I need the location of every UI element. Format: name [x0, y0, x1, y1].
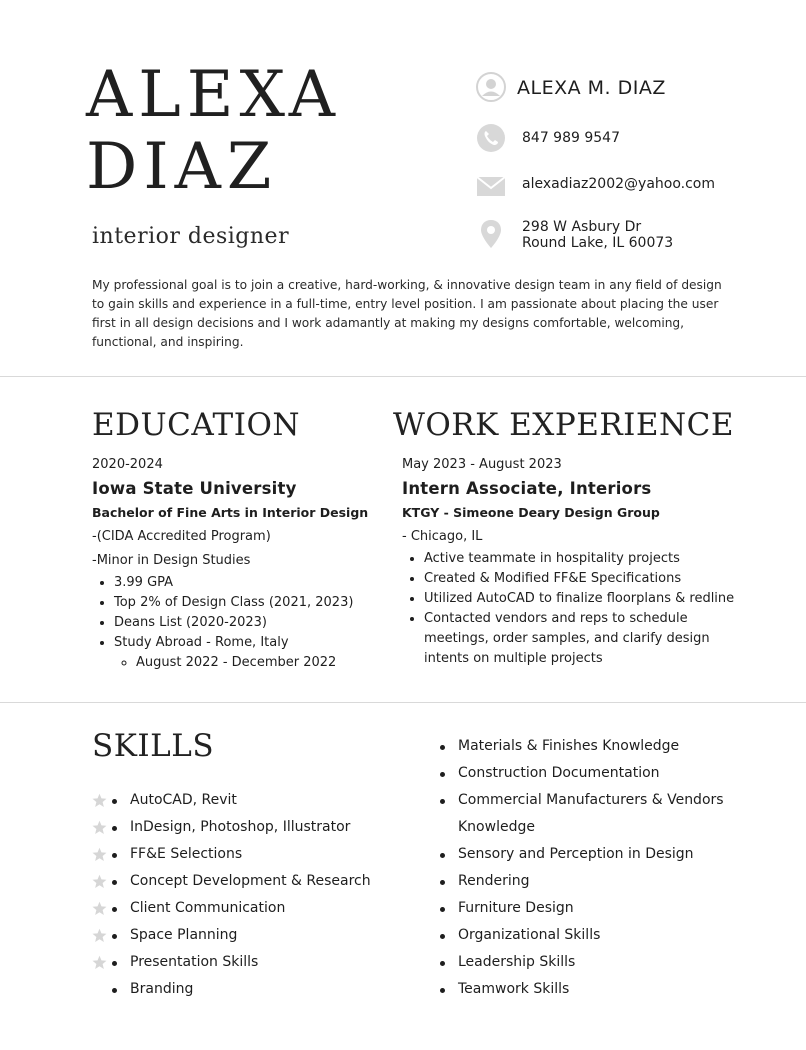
star-icon — [92, 955, 107, 970]
skill-item: Rendering — [438, 868, 758, 895]
skill-label: Client Communication — [130, 900, 286, 916]
skill-item: Sensory and Perception in Design — [438, 841, 758, 868]
star-icon — [92, 874, 107, 889]
contact-email: alexadiaz2002@yahoo.com — [522, 176, 716, 192]
education-heading: EDUCATION — [92, 407, 300, 443]
list-item: • Deans List (2020-2023) — [114, 613, 382, 633]
phone-icon — [476, 123, 506, 153]
job-position: Intern Associate, Interiors — [402, 479, 652, 498]
divider — [0, 376, 806, 377]
professional-summary: My professional goal is to join a creative, hard-working, & innovative design team in any field of design to gain skills and experience in a full-time, entry level position. I am passionate about placing the user first in all design decisions and I work adamantly at making my designs comfortable, welcoming, functional, and inspiring. — [92, 278, 722, 349]
skill-item: Commercial Manufacturers & Vendors — [438, 787, 758, 814]
list-item: • Active teammate in hospitality projects — [424, 549, 742, 569]
education-note-accreditation: -(CIDA Accredited Program) — [92, 529, 271, 544]
work-experience-section — [402, 453, 742, 669]
user-icon — [476, 72, 506, 102]
skill-item: Materials & Finishes Knowledge — [438, 733, 758, 760]
skill-item-continuation: Knowledge — [458, 819, 535, 835]
skill-label: Space Planning — [130, 927, 238, 943]
divider — [0, 702, 806, 703]
skill-item — [110, 814, 400, 841]
work-experience-heading: WORK EXPERIENCE — [393, 407, 735, 443]
contact-address-line2: Round Lake, IL 60073 — [522, 235, 674, 251]
work-dates: May 2023 - August 2023 — [402, 457, 562, 472]
skill-item — [110, 976, 400, 1003]
skill-item: Teamwork Skills — [438, 976, 758, 1003]
education-note-minor: -Minor in Design Studies — [92, 553, 251, 568]
list-item: • Contacted vendors and reps to schedule meetings, order samples, and clarify design intents on multiple projects — [424, 609, 742, 669]
contact-phone: 847 989 9547 — [522, 130, 620, 146]
list-item: • Utilized AutoCAD to finalize floorplans & redline — [424, 589, 742, 609]
skill-label: Concept Development & Research — [130, 873, 371, 889]
work-bullets — [402, 549, 742, 669]
skill-item — [110, 949, 400, 976]
skill-item — [110, 841, 400, 868]
star-icon — [92, 928, 107, 943]
list-item — [114, 633, 382, 673]
skill-label: AutoCAD, Revit — [130, 792, 237, 808]
star-icon — [92, 847, 107, 862]
star-icon — [92, 793, 107, 808]
skill-item — [110, 922, 400, 949]
skill-item: Leadership Skills — [438, 949, 758, 976]
location-pin-icon — [476, 219, 506, 249]
star-icon — [92, 901, 107, 916]
school-name: Iowa State University — [92, 479, 297, 498]
contact-address-line1: 298 W Asbury Dr — [522, 219, 642, 235]
sub-list-item: ◦ August 2022 - December 2022 — [136, 653, 382, 673]
skill-item: Construction Documentation — [438, 760, 758, 787]
name-first: ALEXA — [86, 58, 341, 132]
skill-label: Presentation Skills — [130, 954, 259, 970]
skills-heading: SKILLS — [92, 728, 215, 764]
skill-item — [110, 895, 400, 922]
education-bullets — [92, 573, 382, 673]
contact-full-name: ALEXA M. DIAZ — [517, 77, 666, 99]
skill-label: Branding — [130, 981, 194, 997]
job-title: interior designer — [92, 224, 290, 249]
skill-item: Furniture Design — [438, 895, 758, 922]
company-name: KTGY - Simeone Deary Design Group — [402, 505, 660, 520]
skill-item — [110, 787, 400, 814]
list-item: • Top 2% of Design Class (2021, 2023) — [114, 593, 382, 613]
education-years: 2020-2024 — [92, 457, 163, 472]
sub-list — [114, 653, 382, 673]
mail-icon — [476, 172, 506, 202]
education-section — [92, 453, 382, 673]
name-last: DIAZ — [86, 130, 278, 204]
skill-item — [110, 868, 400, 895]
work-location: - Chicago, IL — [402, 529, 483, 544]
list-item: • 3.99 GPA — [114, 573, 382, 593]
degree: Bachelor of Fine Arts in Interior Design — [92, 505, 369, 520]
list-item: • Created & Modified FF&E Specifications — [424, 569, 742, 589]
list-item-text: Study Abroad - Rome, Italy — [114, 635, 289, 650]
skills-left-list — [110, 787, 400, 1003]
skills-right-list — [438, 733, 758, 1003]
skill-label: InDesign, Photoshop, Illustrator — [130, 819, 351, 835]
star-icon — [92, 820, 107, 835]
skill-label: FF&E Selections — [130, 846, 243, 862]
skill-item: Organizational Skills — [438, 922, 758, 949]
